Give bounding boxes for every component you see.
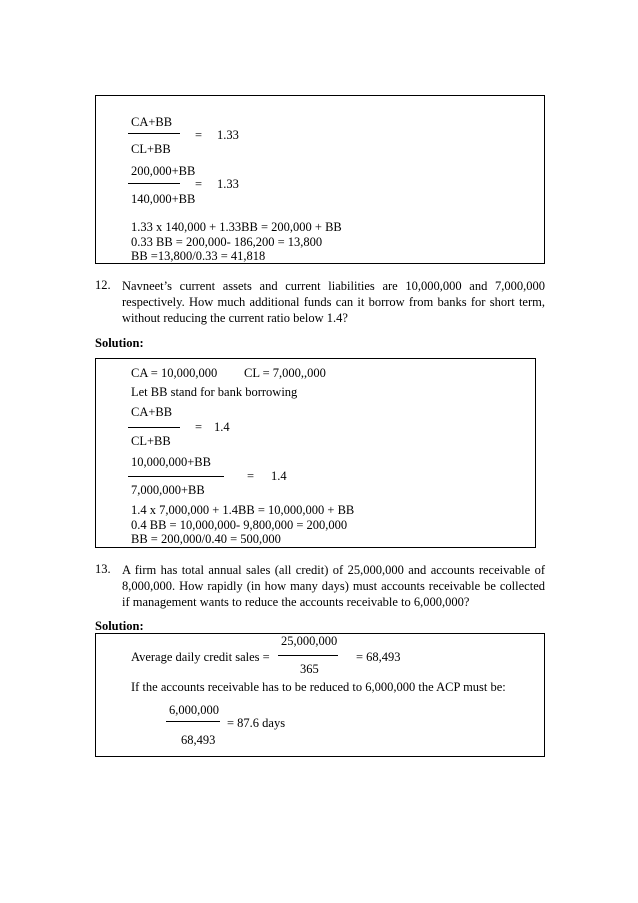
ratio-value: 1.33 <box>217 177 239 191</box>
equation-line: 1.4 x 7,000,000 + 1.4BB = 10,000,000 + BB <box>131 503 355 517</box>
fraction-numerator: CA+BB <box>131 405 173 419</box>
fraction-bar <box>128 476 224 477</box>
fraction-numerator: 10,000,000+BB <box>131 455 211 469</box>
assumption-text: Let BB stand for bank borrowing <box>131 385 298 399</box>
fraction-denominator: 68,493 <box>181 733 216 747</box>
fraction-bar <box>128 133 180 134</box>
fraction-denominator: CL+BB <box>131 434 171 448</box>
equation-line: 0.4 BB = 10,000,000- 9,800,000 = 200,000 <box>131 518 348 532</box>
equals-sign: = <box>195 420 203 434</box>
fraction-numerator: 6,000,000 <box>169 703 219 717</box>
fraction-denominator: 7,000,000+BB <box>131 483 205 497</box>
fraction-bar <box>278 655 338 656</box>
question-number: 13. <box>95 562 111 576</box>
solution-label: Solution: <box>95 336 144 350</box>
question-text: A firm has total annual sales (all credit) of 25,000,000 and accounts receivable of 8,000,000. How rapidly (in how many days) must accounts receivable be collected if management wants to reduce the accounts receivable to 6,000,000? <box>122 563 545 609</box>
question-text: Navneet’s current assets and current liabilities are 10,000,000 and 7,000,000 respectively. How much additional funds can it borrow from banks for short term, without reducing the current ratio below 1.4? <box>122 279 545 325</box>
result-value: = 68,493 <box>356 650 401 664</box>
equals-sign: = <box>195 128 203 142</box>
fraction-denominator: 365 <box>300 662 319 676</box>
equation-line: BB =13,800/0.33 = 41,818 <box>131 249 266 263</box>
question-number: 12. <box>95 278 111 292</box>
ratio-value: 1.4 <box>271 469 287 483</box>
result-value: = 87.6 days <box>227 716 286 730</box>
fraction-denominator: 140,000+BB <box>131 192 196 206</box>
ratio-value: 1.33 <box>217 128 239 142</box>
formula-label: Average daily credit sales = <box>131 650 270 664</box>
explanation-text: If the accounts receivable has to be reduced to 6,000,000 the ACP must be: <box>131 680 506 694</box>
fraction-bar <box>128 427 180 428</box>
fraction-denominator: CL+BB <box>131 142 171 156</box>
equation-line: BB = 200,000/0.40 = 500,000 <box>131 532 281 546</box>
given-cl: CL = 7,000,,000 <box>244 366 326 380</box>
equals-sign: = <box>195 177 203 191</box>
fraction-numerator: 25,000,000 <box>281 634 338 648</box>
equation-line: 0.33 BB = 200,000- 186,200 = 13,800 <box>131 235 323 249</box>
given-ca: CA = 10,000,000 <box>131 366 218 380</box>
fraction-numerator: 200,000+BB <box>131 164 196 178</box>
solution-label: Solution: <box>95 619 144 633</box>
equation-line: 1.33 x 140,000 + 1.33BB = 200,000 + BB <box>131 220 342 234</box>
equals-sign: = <box>247 469 255 483</box>
ratio-value: 1.4 <box>214 420 230 434</box>
fraction-bar <box>166 721 220 722</box>
fraction-numerator: CA+BB <box>131 115 173 129</box>
fraction-bar <box>128 183 180 184</box>
